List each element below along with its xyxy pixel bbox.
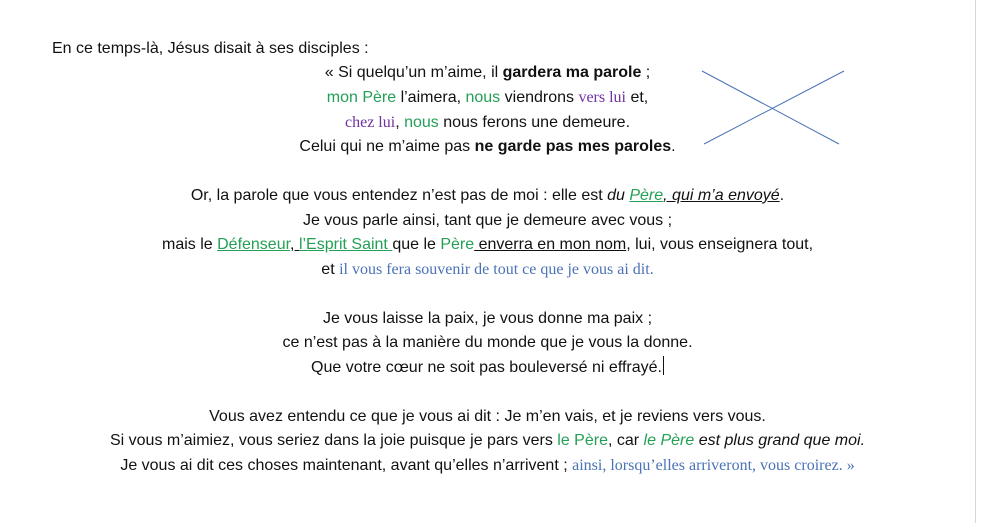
text-run: . <box>779 187 785 204</box>
text-run: « Si quelqu’un m’aime, il <box>324 64 503 81</box>
verse-line-10 <box>0 331 975 355</box>
page-right-edge <box>975 0 986 523</box>
text-run: Je vous parle ainsi, tant que je demeure avec vous ; <box>302 212 673 229</box>
text-run: Celui qui ne m’aime pas <box>299 138 475 155</box>
green-run: nous <box>465 89 501 106</box>
verse-line-9 <box>0 307 975 331</box>
intro-line <box>52 37 369 61</box>
blue-run: . <box>649 261 654 278</box>
blue-run: ainsi, lorsqu’elles arriveront, vous croirez <box>572 457 839 474</box>
verse-line-13 <box>0 429 975 453</box>
underlined-run: , <box>290 236 299 253</box>
bold-run: ne garde pas mes paroles <box>474 138 672 155</box>
text-run: Or, la parole que vous entendez n’est pas de moi : elle est <box>190 187 608 204</box>
verse-line-12 <box>0 405 975 429</box>
green-run: le Père <box>557 432 608 449</box>
purple-run: chez lui <box>344 114 396 131</box>
cross-line-2[interactable] <box>704 71 844 144</box>
text-cursor <box>663 356 664 375</box>
verse-line-5 <box>0 184 975 208</box>
italic-underlined-run: , qui m’a envoyé <box>663 187 780 204</box>
verse-line-6 <box>0 209 975 233</box>
green-italic-run: le Père <box>643 432 695 449</box>
text-run: Je vous ai dit ces choses maintenant, avant qu’elles n’arrivent ; <box>120 457 573 474</box>
verse-line-14 <box>0 454 975 478</box>
underlined-run: enverra en mon nom <box>474 236 627 253</box>
text-run: , <box>395 114 405 131</box>
text-run: , lui, vous enseignera tout, <box>626 236 814 253</box>
text-run: l’aimera, <box>396 89 466 106</box>
purple-run: vers lui <box>578 89 626 106</box>
text-run: ce n’est pas à la manière du monde que je vous la donne. <box>282 334 693 351</box>
cross-line-1[interactable] <box>702 71 839 144</box>
green-run: Père <box>440 236 475 253</box>
cross-shape-drawing[interactable] <box>700 68 845 146</box>
text-run: ; <box>641 64 651 81</box>
text-run: nous ferons une demeure. <box>438 114 631 131</box>
italic-run: du <box>607 187 630 204</box>
text-run: Que votre cœur ne soit pas bouleversé ni effrayé. <box>311 359 662 376</box>
verse-line-11 <box>0 356 975 380</box>
text-run: que le <box>392 236 441 253</box>
blue-run: . » <box>838 457 855 474</box>
text-run: Si vous m’aimiez, vous seriez dans la joie puisque je pars vers <box>109 432 558 449</box>
text-run: , car <box>607 432 644 449</box>
italic-run: est plus grand que moi. <box>694 432 866 449</box>
text-run: viendrons <box>500 89 579 106</box>
green-run: mon Père <box>326 89 397 106</box>
text-run: et, <box>626 89 649 106</box>
green-underlined-run: l’Esprit Saint <box>298 236 393 253</box>
blue-run: il vous fera souvenir de tout ce que je vous ai dit <box>339 261 650 278</box>
text-run: mais le <box>161 236 218 253</box>
text-run: et <box>321 261 340 278</box>
verse-line-7 <box>0 233 975 257</box>
green-run: nous <box>404 114 439 131</box>
text-run: Je vous laisse la paix, je vous donne ma paix ; <box>322 310 653 327</box>
verse-line-8 <box>0 258 975 282</box>
green-underlined-run: Défenseur <box>217 236 291 253</box>
bold-run: gardera ma parole <box>502 64 642 81</box>
text-run: Vous avez entendu ce que je vous ai dit : Je m’en vais, et je reviens vers vous. <box>209 408 766 425</box>
text-run: . <box>671 138 676 155</box>
green-underlined-run: Père <box>629 187 664 204</box>
intro-text: En ce temps-là, Jésus disait à ses disciples : <box>52 40 369 57</box>
